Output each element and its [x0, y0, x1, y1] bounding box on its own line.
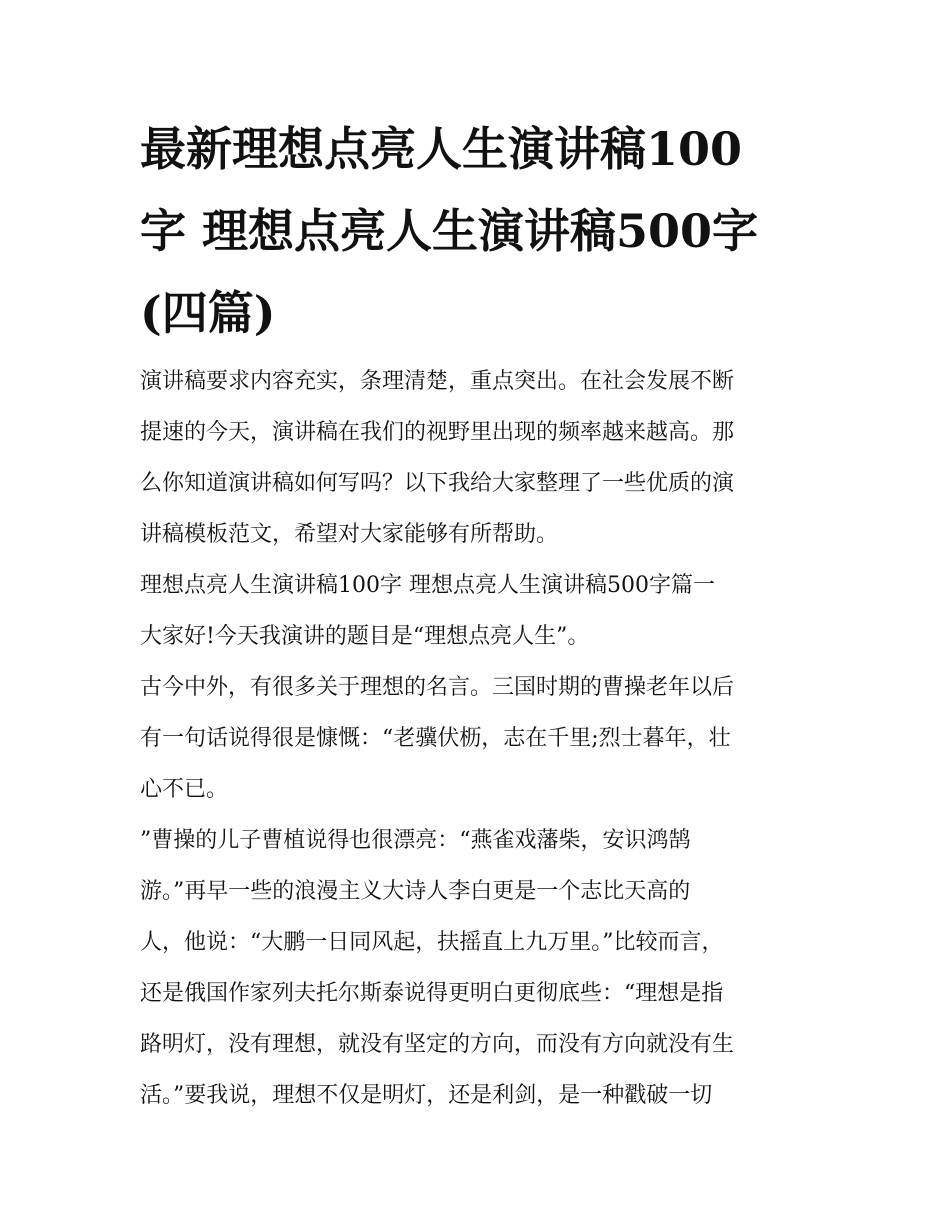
text-line: 理想点亮人生演讲稿100字 理想点亮人生演讲稿500字篇一	[140, 573, 715, 598]
body-paragraph	[140, 815, 812, 1121]
text-line: 心不已。	[140, 777, 229, 802]
text-line: 还是俄国作家列夫托尔斯泰说得更明白更彻底些：“理想是指	[140, 981, 724, 1006]
document-body	[140, 108, 812, 1121]
document-title	[140, 108, 812, 354]
text-line: 古今中外，有很多关于理想的名言。三国时期的曹操老年以后	[140, 675, 735, 700]
title-line: 字 理想点亮人生演讲稿500字	[140, 204, 759, 258]
text-line: 路明灯，没有理想，就没有坚定的方向，而没有方向就没有生	[140, 1032, 735, 1057]
greeting-paragraph	[140, 611, 812, 662]
text-line: 有一句话说得很是慷慨：“老骥伏枥，志在千里;烈士暮年，壮	[140, 726, 731, 751]
text-line: 人，他说：“大鹏一日同风起，扶摇直上九万里。”比较而言，	[140, 930, 724, 955]
document-paragraphs	[140, 356, 812, 1121]
text-line: 么你知道演讲稿如何写吗？以下我给大家整理了一些优质的演	[140, 471, 735, 496]
title-line: 最新理想点亮人生演讲稿100	[140, 122, 743, 176]
intro-paragraph	[140, 356, 812, 560]
title-line: (四篇)	[140, 286, 276, 340]
section-heading	[140, 560, 812, 611]
text-line: 讲稿模板范文，希望对大家能够有所帮助。	[140, 522, 559, 547]
text-line: 大家好!今天我演讲的题目是“理想点亮人生”。	[140, 624, 590, 649]
body-paragraph	[140, 662, 812, 815]
text-line: 演讲稿要求内容充实，条理清楚，重点突出。在社会发展不断	[140, 369, 735, 394]
text-line: 游。”再早一些的浪漫主义大诗人李白更是一个志比天高的	[140, 879, 691, 904]
text-line: ”曹操的儿子曹植说得也很漂亮：“燕雀戏藩柴，安识鸿鹄	[140, 828, 691, 853]
text-line: 活。”要我说，理想不仅是明灯，还是利剑，是一种戳破一切	[140, 1083, 713, 1108]
text-line: 提速的今天，演讲稿在我们的视野里出现的频率越来越高。那	[140, 420, 735, 445]
